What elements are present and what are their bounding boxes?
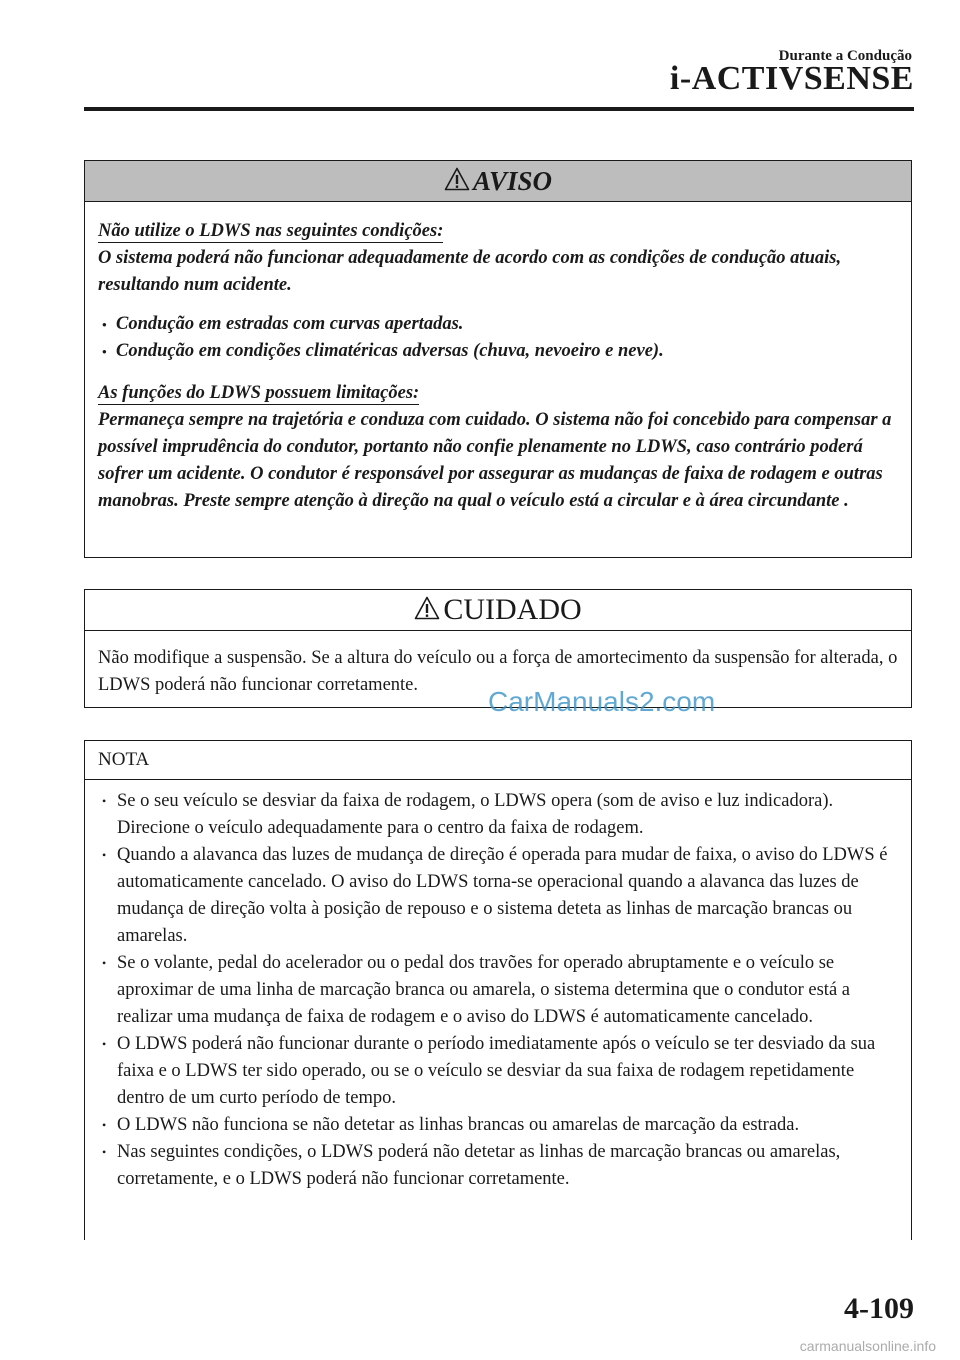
list-item: • Se o seu veículo se desviar da faixa de rodagem, o LDWS opera (som de aviso e luz indicadora). Direcione o veículo adequadamente para o centro da faixa de rodagem. xyxy=(101,788,899,842)
caution-text: Não modifique a suspensão. Se a altura do veículo ou a força de amortecimento da suspensão for alterada, o LDWS poderá não funcionar corretamente. xyxy=(98,648,898,695)
note-box xyxy=(84,740,912,1240)
warning-subheading-conditions: Não utilize o LDWS nas seguintes condições: xyxy=(98,221,444,241)
list-item: • O LDWS poderá não funcionar durante o período imediatamente após o veículo se ter desviado da sua faixa e o LDWS ter sido operado, ou se o veículo se desviar da sua faixa de rodagem repetidamente dentro de um curto período de tempo. xyxy=(101,1031,899,1112)
list-item: • O LDWS não funciona se não detetar as linhas brancas ou amarelas de marcação da estrada. xyxy=(101,1112,899,1139)
footer-watermark: carmanualsonline.info xyxy=(799,1338,936,1354)
warning-triangle-icon xyxy=(414,596,440,620)
page-number: 4-109 xyxy=(844,1292,914,1325)
note-body xyxy=(85,780,911,1193)
warning-header xyxy=(85,161,911,202)
caution-header xyxy=(85,590,911,631)
section-title: Durante a Condução xyxy=(778,48,912,64)
caution-title: CUIDADO xyxy=(443,593,582,626)
chapter-title: i-ACTIVSENSE xyxy=(669,60,914,97)
list-item: • Se o volante, pedal do acelerador ou o pedal dos travões for operado abruptamente e o veículo se aproximar de uma linha de marcação branca ou amarela, o sistema determina que o condutor está a realizar uma mudança de faixa de rodagem e o aviso do LDWS é automaticamente cancelado. xyxy=(101,950,899,1031)
warning-body xyxy=(85,202,911,515)
note-title: NOTA xyxy=(98,749,150,770)
header-divider xyxy=(84,107,914,111)
list-item: • Condução em estradas com curvas apertadas. xyxy=(102,311,899,338)
note-header xyxy=(85,741,911,780)
warning-subheading-limitations: As funções do LDWS possuem limitações: xyxy=(98,383,420,403)
warning-condition-list xyxy=(102,311,899,365)
list-item: • Condução em condições climatéricas adversas (chuva, nevoeiro e neve). xyxy=(102,338,899,365)
list-item: • Quando a alavanca das luzes de mudança de direção é operada para mudar de faixa, o aviso do LDWS é automaticamente cancelado. O aviso do LDWS torna-se operacional quando a alavanca das luzes de mudança de direção volta à posição de repouso e o sistema deteta as linhas de marcação brancas ou amarelas. xyxy=(101,842,899,950)
list-item: • Nas seguintes condições, o LDWS poderá não detetar as linhas de marcação brancas ou amarelas, corretamente, e o LDWS poderá não funcionar corretamente. xyxy=(101,1139,899,1193)
warning-text-limitations: Permaneça sempre na trajetória e conduza com cuidado. O sistema não foi concebido para compensar a possível imprudência do condutor, portanto não confie plenamente no LDWS, caso contrário poderá sofrer um acidente. O condutor é responsável por assegurar as mudanças de faixa de rodagem e outras manobras. Preste sempre atenção à direção na qual o veículo está a circular e à área circundante . xyxy=(98,410,892,511)
warning-box xyxy=(84,160,912,558)
warning-text-conditions: O sistema poderá não funcionar adequadamente de acordo com as condições de condução atuais, resultando num acidente. xyxy=(98,248,842,295)
warning-triangle-icon xyxy=(444,167,470,191)
warning-title: AVISO xyxy=(472,165,553,196)
watermark-logo: CarManuals2.com xyxy=(488,686,716,717)
note-list xyxy=(101,788,899,1193)
